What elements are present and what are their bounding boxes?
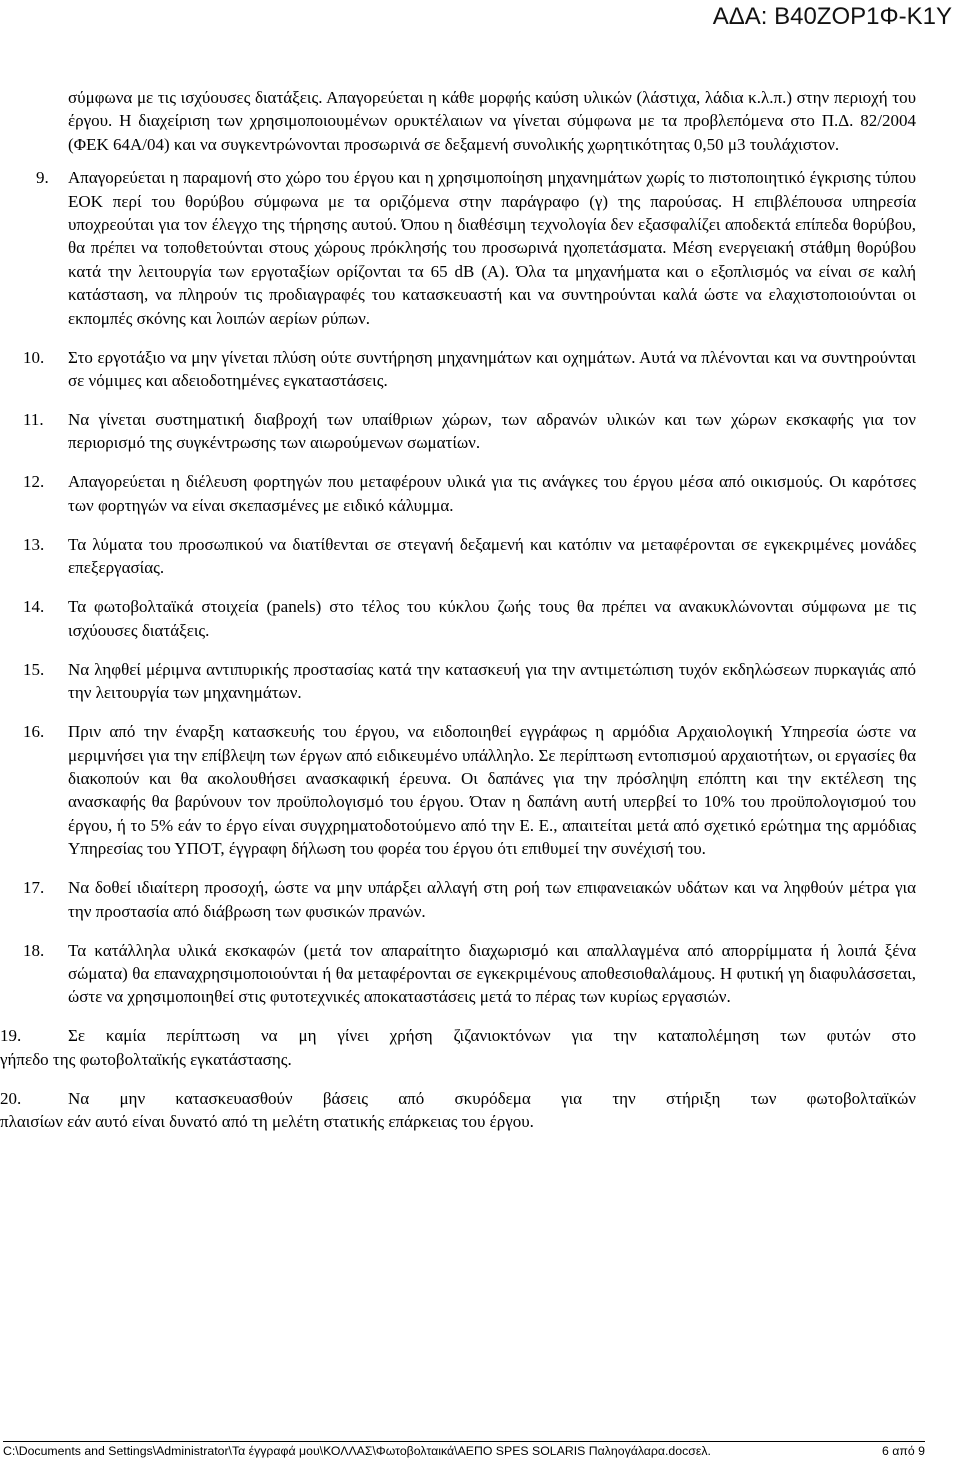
item-number: 17. — [23, 878, 45, 898]
footer-page-number: 6 από 9 — [882, 1444, 925, 1458]
item-number: 19. — [0, 1026, 22, 1046]
item-number: 16. — [23, 722, 45, 742]
item-text-rest: πλαισίων εάν αυτό είναι δυνατό από τη μελέτη στατικής επάρκειας του έργου. — [0, 1112, 534, 1132]
item-text: Τα λύματα του προσωπικού να διατίθενται σε στεγανή δεξαμενή και κατόπιν να μεταφέρονται σε εγκεκριμένες μονάδες επεξεργασίας. — [68, 534, 916, 578]
page-footer — [3, 1441, 925, 1459]
item-text: Πριν από την έναρξη κατασκευής του έργου, να ειδοποιηθεί εγγράφως η αρμόδια Αρχαιολογική Υπηρεσία ώστε να μεριμνήσει για την επίβλεψη των έργων από ειδικευμένο υπάλληλο. Σε περίπτωση εντοπισμού αρχαιοτήτων, οι εργασίες θα διακοπούν και θα ακολουθήσει ανασκαφική έρευνα. Οι δαπάνες για την πρόσληψη επόπτη και την εκτέλεση της ανασκαφής θα βαρύνουν τον προϋπολογισμό του έργου. Όταν η δαπάνη αυτή υπερβεί το 10% του προϋπολογισμού του έργου, ή το 5% εάν το έργο είναι συγχρηματοδοτούμενο από την Ε. Ε., απαιτείται μετά από σχετικό ερώτημα της αρμόδιας Υπηρεσίας του ΥΠΟΤ, έγγραφη δήλωση του φορέα του έργου ότι επιθυμεί την συνέχισή του. — [68, 722, 916, 859]
item-number: 15. — [23, 659, 45, 679]
item-text: Απαγορεύεται η παραμονή στο χώρο του έργου και η χρησιμοποίηση μηχανημάτων χωρίς το πιστοποιητικό έγκρισης τύπου ΕΟΚ περί του θορύβου σύμφωνα με τα οριζόμενα στην παράγραφο (γ) της παρούσας. Η επιβλέπουσα υπηρεσία υποχρεούται για τον έλεγχο της τήρησης αυτού. Όπου η διαθέσιμη τεχνολογία δεν εξασφαλίζει αποδεκτά επίπεδα θορύβου, θα πρέπει να τοποθετούνται στους χώρους πρόκλησής του προσωρινά ηχοπετάσματα. Μέση ενεργειακή στάθμη θορύβου κατά την λειτουργία των εργοταξίων ορίζονται τα 65 dB (A). Όλα τα μηχανήματα και ο εξοπλισμός να είναι σε καλή κατάσταση, να πληρούν τις προδιαγραφές του κατασκευαστή και να συντηρούνται καλά ώστε να ελαχιστοποιούνται οι εκπομπές σκόνης και λοιπών αερίων ρύπων. — [68, 168, 916, 328]
item-text: Να δοθεί ιδιαίτερη προσοχή, ώστε να μην υπάρξει αλλαγή στη ροή των επιφανειακών υδάτων και να ληφθούν μέτρα για την προστασία από διάβρωση των φυσικών πρανών. — [68, 878, 916, 921]
item-text-first-line: Να μην κατασκευασθούν βάσεις από σκυρόδεμα για την στήριξη των φωτοβολταϊκών — [68, 1088, 916, 1108]
item-number: 14. — [23, 597, 45, 617]
footer-file-path: C:\Documents and Settings\Administrator\Τα έγγραφά μου\ΚΟΛΛΑΣ\Φωτοβολταικά\ΑΕΠΟ SPES SOLARIS Παληογάλαρα.docσελ. — [3, 1444, 711, 1458]
ada-code: ΑΔΑ: Β40ΖΟΡ1Φ-Κ1Υ — [712, 3, 952, 30]
list-item-20 — [0, 1087, 916, 1134]
item-text: Να γίνεται συστηματική διαβροχή των υπαίθριων χώρων, των αδρανών υλικών και των χώρων εκσκαφής για τον περιορισμό της συγκέντρωσης των αιωρούμενων σωματίων. — [68, 410, 916, 453]
item-number: 9. — [36, 168, 49, 188]
item-number: 20. — [0, 1088, 22, 1108]
item-number: 13. — [23, 534, 45, 554]
item-number: 18. — [23, 940, 45, 960]
item-text: Στο εργοτάξιο να μην γίνεται πλύση ούτε συντήρηση μηχανημάτων και οχημάτων. Αυτά να πλένονται και να συντηρούνται σε νόμιμες και αδειοδοτημένες εγκαταστάσεις. — [68, 347, 916, 391]
document-body — [0, 86, 916, 1149]
item-text: Να ληφθεί μέριμνα αντιπυρικής προστασίας κατά την κατασκευή για την αντιμετώπιση τυχόν εκδηλώσεων πυρκαγιάς από την λειτουργία των μηχανημάτων. — [68, 659, 916, 703]
item-text: Τα φωτοβολταϊκά στοιχεία (panels) στο τέλος του κύκλου ζωής τους θα πρέπει να ανακυκλώνονται σύμφωνα με τις ισχύουσες διατάξεις. — [68, 597, 916, 640]
list-item-14 — [0, 595, 916, 642]
list-item-13 — [0, 533, 916, 580]
list-item-18 — [0, 939, 916, 1009]
item-number: 11. — [23, 410, 44, 430]
list-item-10 — [0, 346, 916, 393]
list-item-17 — [0, 876, 916, 923]
list-item-16 — [0, 720, 916, 860]
item-text: Απαγορεύεται η διέλευση φορτηγών που μεταφέρουν υλικά για τις ανάγκες του έργου μέσα από οικισμούς. Οι καρότσες των φορτηγών να είναι σκεπασμένες με ειδικό κάλυμμα. — [68, 472, 916, 515]
intro-paragraph: σύμφωνα με τις ισχύουσες διατάξεις. Απαγορεύεται η κάθε μορφής καύση υλικών (λάστιχα, λάδια κ.λ.π.) στην περιοχή του έργου. Η διαχείριση των χρησιμοποιουμένων ορυκτέλαιων να γίνεται σύμφωνα με τα προβλεπόμενα στο Π.Δ. 82/2004 (ΦΕΚ 64Α/04) και να συγκεντρώνονται προσωρινά σε δεξαμενή συνολικής χωρητικότητας 0,50 μ3 τουλάχιστον. — [68, 88, 916, 154]
terms-list — [0, 166, 916, 1009]
list-item-11 — [0, 408, 916, 455]
item-text-rest: γήπεδο της φωτοβολταϊκής εγκατάστασης. — [0, 1049, 292, 1069]
list-item-15 — [0, 658, 916, 705]
item-text-first-line: Σε καμία περίπτωση να μη γίνει χρήση ζιζανιοκτόνων για την καταπολέμηση των φυτών στο — [68, 1026, 916, 1046]
list-item-9 — [0, 166, 916, 330]
list-item-19 — [0, 1024, 916, 1071]
item-number: 12. — [23, 472, 45, 492]
item-text: Τα κατάλληλα υλικά εκσκαφών (μετά τον απαραίτητο διαχωρισμό και απαλλαγμένα από απορρίμματα ή λοιπά ξένα σώματα) θα επαναχρησιμοποιούνται ή θα μεταφέρονται σε εγκεκριμένους αποθεσιοθαλάμους. Η φυτική γη διαφυλάσσεται, ώστε να χρησιμοποιηθεί στις φυτοτεχνικές αποκαταστάσεις μετά το πέρας των κυρίως εργασιών. — [68, 940, 916, 1007]
item-number: 10. — [23, 347, 45, 367]
list-item-12 — [0, 470, 916, 517]
